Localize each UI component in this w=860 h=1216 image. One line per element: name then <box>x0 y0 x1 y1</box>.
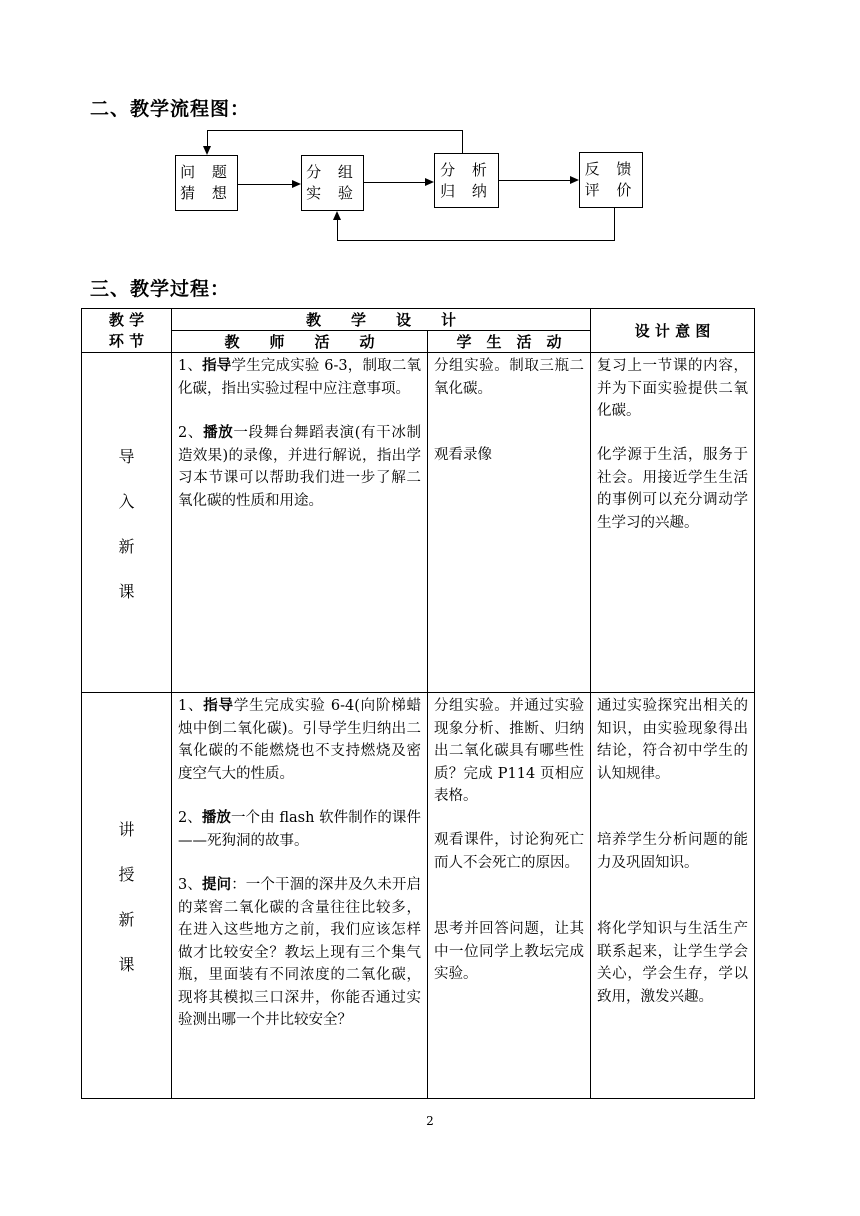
teaching-process-table <box>81 308 755 1099</box>
design-intent: 通过实验探究出相关的知识，由实验现象得出结论，符合初中学生的认知规律。 培养学生分析问题的能力及巩固知识。 将化学知识与生活生产联系起来，让学生学会关心，学会生存，学以致用，激发兴趣。 <box>591 693 755 1099</box>
table-row <box>82 693 755 1099</box>
process-heading: 三、教学过程： <box>90 278 231 300</box>
loop-bottom-up <box>337 220 338 241</box>
student-activity: 分组实验。并通过实验现象分析、推断、归纳出二氧化碳具有哪些性质？完成 P114 页相应表格。 观看课件，讨论狗死亡而人不会死亡的原因。 思考并回答问题，让其中一位同学上教坛完成实验。 <box>428 693 591 1099</box>
loop-top-up <box>462 130 463 153</box>
loop-top-down <box>207 130 208 146</box>
loop-bottom-down <box>614 208 615 240</box>
flow-box-feedback: 反 馈 评 价 <box>579 152 643 208</box>
flow-box-guess: 问 题 猜 想 <box>175 155 238 211</box>
table-row <box>82 353 755 693</box>
page-number: 2 <box>426 1114 434 1128</box>
loop-top-horizontal <box>207 130 463 131</box>
flowchart-heading: 二、教学流程图： <box>90 98 251 120</box>
stage-teaching: 讲 授 新 课 <box>82 693 172 1099</box>
arrowhead-icon <box>333 211 341 220</box>
teacher-activity: 1、指导学生完成实验 6-3，制取二氧化碳，指出实验过程中应注意事项。 2、播放一段舞台舞蹈表演(有干冰制造效果)的录像，并进行解说，指出学习本节课可以帮助我们进一步了解二氧化碳的性质和用途。 <box>172 353 428 693</box>
flow-box-analyze: 分 析 归 纳 <box>434 153 499 208</box>
header-student: 学 生 活 动 <box>428 331 591 353</box>
header-stage: 教 学 环 节 <box>82 309 172 353</box>
arrow-guess-to-experiment <box>238 184 292 185</box>
header-intent: 设 计 意 图 <box>591 309 755 353</box>
header-teacher: 教 师 活 动 <box>172 331 428 353</box>
arrowhead-icon <box>570 176 579 184</box>
design-intent: 复习上一节课的内容，并为下面实验提供二氧化碳。 化学源于生活，服务于社会。用接近学生生活的事例可以充分调动学生学习的兴趣。 <box>591 353 755 693</box>
arrow-experiment-to-analyze <box>364 182 425 183</box>
loop-bottom-horizontal <box>337 240 615 241</box>
arrow-analyze-to-feedback <box>499 180 570 181</box>
student-activity: 分组实验。制取三瓶二氧化碳。 观看录像 <box>428 353 591 693</box>
flow-box-experiment: 分 组 实 验 <box>301 155 364 211</box>
stage-intro: 导 入 新 课 <box>82 353 172 693</box>
header-design: 教 学 设 计 <box>172 309 591 331</box>
arrowhead-icon <box>425 178 434 186</box>
teacher-activity: 1、指导学生完成实验 6-4(向阶梯蜡烛中倒二氧化碳)。引导学生归纳出二氧化碳的不能燃烧也不支持燃烧及密度空气大的性质。 2、播放一个由 flash 软件制作的课件——死狗洞的故事。 3、提问：一个干涸的深井及久未开启的菜窖二氧化碳的含量往往比较多，在进入这些地方之前，我们应该怎样做才比较安全？教坛上现有三个集气瓶，里面装有不同浓度的二氧化碳，现将其模拟三口深井，你能否通过实验测出哪一个井比较安全？ <box>172 693 428 1099</box>
arrowhead-icon <box>292 180 301 188</box>
arrowhead-icon <box>203 146 211 155</box>
